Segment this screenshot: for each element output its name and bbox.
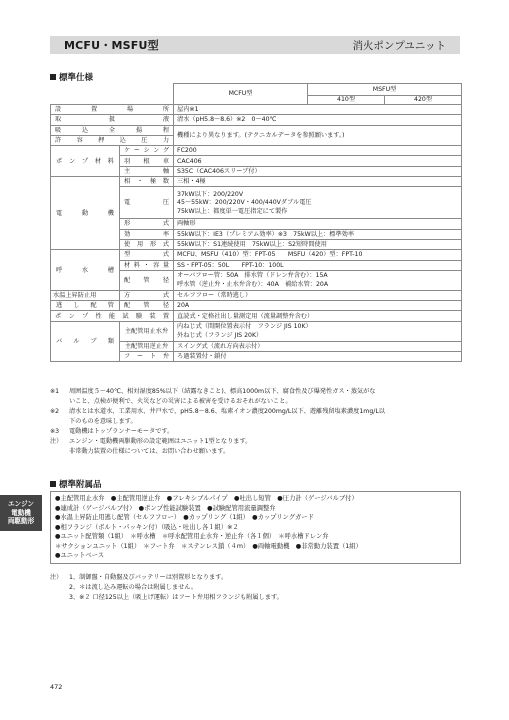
shaft-value: S35C（CAC406スリーブ付） [174,166,462,176]
note-text: エンジン・電動機両駆動形の設定範囲はユニット1型となります。 [69,437,252,445]
col-header-msfu: MSFU型 [308,84,462,96]
note-key [50,397,69,407]
side-tab-engine-motor: エンジン 電動機 両駆動形 [0,495,42,531]
note-text: 周囲温度５～40℃、相対湿度85%以下（結露なきこと)、標高1000m以下、腐食性及び爆発性ガス・蒸気がな [69,388,376,395]
note-text: 2、＊は流し込み運転の場合は附属しません。 [69,583,198,591]
note-key: 注） [50,574,63,581]
note-key [50,593,69,603]
suction-head-label: 吸込全揚程 [51,125,174,135]
col-header-420: 420型 [414,96,433,104]
primer-tank-group: 呼水槽 [51,250,120,291]
voltage-value: 37kW以下：200/220V 45～55kW：200/220V・400/440Vダブル電圧 75kW以上：都度単一電圧指定にて製作 [174,187,462,219]
col-header-msfu-sub [308,96,462,105]
shaft-label: 主軸 [120,166,174,176]
install-value: 屋内※1 [174,105,462,115]
piping-size-label: 配管径 [120,270,174,290]
note-text: 3、※２ 口径125以上（吸上げ運転）はフート弁用相フランジも附属します。 [69,593,283,601]
overheat-group: 水温上昇防止用 [51,290,120,300]
main-check-valve-value: スイング式（流れ方向表示付） [174,341,462,351]
overheat-method-label: 方式 [120,290,174,300]
col-header-mcfu: MCFU型 [174,84,308,105]
note-text: 下のものを意味します。 [69,417,137,425]
note-text: 非常動力装置の仕様については、お問い合わせ願います。 [69,447,230,455]
note-row [50,407,465,417]
note-row [50,427,465,437]
accessory-line: ●ユニットベース [55,552,105,560]
main-check-valve-label: 主配管用逆止弁 [120,341,174,351]
note-key: ※3 [50,427,60,435]
note-row [50,417,465,427]
note-text: 電動機はトップランナーモータです。 [69,427,174,435]
perf-test-label: ポンプ性能試験装置 [51,311,174,321]
install-label: 設置場所 [51,105,174,115]
note-row [50,593,465,603]
note-key [50,447,69,457]
piping-size-value: オーバフロー管：50A 排水管（ドレン弁含む）：15A 呼水管（逆止弁・止水弁含む）：40A 補給水管：20A [174,270,462,290]
main-stop-valve-label: 主配管用止水弁 [120,321,174,341]
relief-label: 配管径 [120,301,174,311]
liquid-label: 取扱液 [51,115,174,125]
spec-notes [50,387,465,456]
valve-group: バルブ類 [51,321,120,362]
usage-value: 55kW以下：S1連続使用 75kW以上：S2短時間使用 [174,239,462,249]
suction-pressure-value: 機種により異なります。(テクニカルデータを参照願います。) [174,125,462,146]
motor-type-value: 両軸形 [174,219,462,229]
pressure-label: 許容押込圧力 [51,135,174,145]
phase-value: 三相・4極 [174,177,462,187]
efficiency-label: 効率 [120,229,174,239]
relief-value: 20A [174,301,462,311]
casing-label: ケーシング [120,146,174,156]
accessories-section-title: 標準附属品 [50,478,102,490]
voltage-label: 電圧 [120,187,174,219]
casing-value: FC200 [174,146,462,156]
liquid-value: 清水（pH5.8～8.6）※2 0～40℃ [174,115,462,125]
accessories-box [50,491,461,564]
usage-label: 使用形式 [120,239,174,249]
spec-section-title: 標準仕様 [50,71,93,83]
note-row [50,397,465,407]
note-key [50,417,69,427]
square-bullet-icon [50,74,56,80]
note-row [50,583,465,593]
accessory-line: ●水温上昇防止用逃し配管（セルフフロー） ●カップリング（1組） ●カップリングガード [55,514,314,522]
col-header-410: 410型 [308,96,385,103]
category-title: 消火ポンプユニット [352,39,446,52]
note-key [50,583,69,593]
impeller-value: CAC406 [174,156,462,166]
relief-group: 逃し配管 [51,301,120,311]
accessory-line: ●相フランジ（ボルト・パッキン付）（吸込・吐出し各１組）※２ [55,523,239,531]
note-key: ※1 [50,388,60,395]
main-stop-valve-value: 内ねじ式（間開位置表示付 フランジ JIS 10K） 外ねじ式（フランジ JIS 20K） [174,321,462,341]
note-text: いこと、点検が便利で、火災などの災害による被害を受けるおそれがないこと。 [69,397,292,405]
perf-test-value: 直読式・定格社出し量測定用（流量調整弁含む） [174,311,462,321]
note-text: 清水とは水道水、工業用水、井戸水で、pH5.8～8.6、塩素イオン濃度200mg/L以下、遊離残留塩素濃度1mg/L以 [69,407,385,415]
motor-group: 電動機 [51,177,120,250]
note-row [50,387,465,397]
page-number: 472 [50,683,63,691]
accessory-line: ●ユニット配管類（1組） ＊呼水槽 ＊呼水配管用止水弁・逆止弁（各１個） ＊呼水槽ドレン弁 [55,533,329,541]
primer-material-label: 材料・容量 [120,260,174,270]
impeller-label: 羽根車 [120,156,174,166]
note-row [50,573,465,583]
note-key: 注） [50,437,63,445]
model-title: MCFU・MSFU型 [64,39,159,52]
note-key: ※2 [50,407,60,415]
pump-material-group: ポンプ材料 [51,146,120,177]
foot-valve-label: フート弁 [120,352,174,362]
accessories-notes [50,573,465,603]
overheat-method-value: セルフフロー（常時逃し） [174,290,462,300]
accessory-line: ●連成計（ゲージバルブ付） ●ポンプ性能試験装置 ●試験配管用流量調整弁 [55,504,276,512]
square-bullet-icon [50,481,56,487]
header-bar [50,36,460,54]
primer-material-value: SS・FPT-05：50L FPT-10：100L [174,260,462,270]
accessory-line: ＊サクションユニット（1組） ＊フート弁 ＊ステンレス鎖（４m） ●両軸電動機 ●非常動力装置（1組） [55,542,362,550]
motor-type-label: 形式 [120,219,174,229]
spec-table [50,83,462,362]
phase-label: 相・極数 [120,177,174,187]
note-row [50,447,465,457]
note-row [50,437,465,447]
note-text: 1、制御盤・自動盤及びバッテリーは別置形となります。 [69,574,228,581]
primer-type-label: 型式 [120,250,174,260]
primer-type-value: MCFU、MSFU（410）型：FPT-05 MSFU（420）型：FPT-10 [174,250,462,260]
foot-valve-value: ろ過装置付・鎖付 [174,352,462,362]
efficiency-value: 55kW以下：IE3（プレミアム効率）※3 75kW以上：標準効率 [174,229,462,239]
accessory-line: ●主配管用止水弁 ●主配管用逆止弁 ●フレキシブルパイプ ●吐出し短管 ●圧力計（ゲージバルブ付） [55,495,358,502]
